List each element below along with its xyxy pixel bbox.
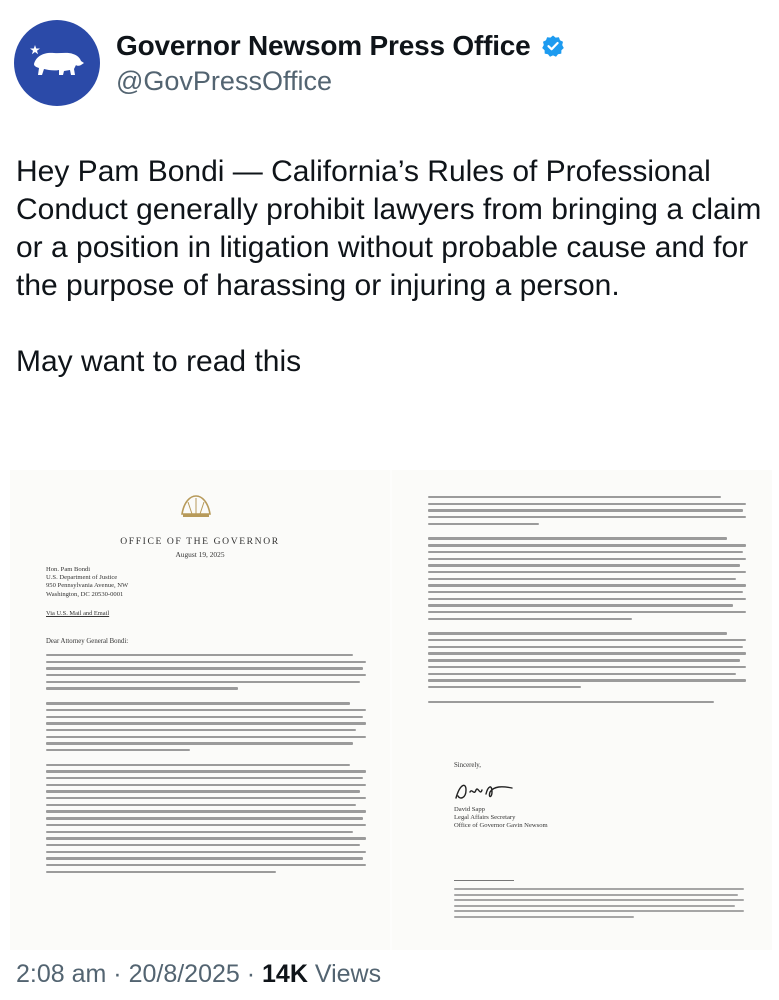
address-line: Washington, DC 20530-0001 xyxy=(46,590,124,598)
signer-line: Legal Affairs Secretary xyxy=(454,814,516,821)
state-seal-icon xyxy=(178,488,214,524)
footnote-text xyxy=(454,888,744,921)
office-heading: OFFICE OF THE GOVERNOR xyxy=(120,536,280,547)
display-name[interactable]: Governor Newsom Press Office xyxy=(116,30,531,61)
meta-separator: · xyxy=(113,960,122,988)
letter-page-2 xyxy=(392,470,772,950)
avatar[interactable] xyxy=(14,20,100,106)
name-row xyxy=(116,30,565,62)
letter-body-text xyxy=(46,654,366,877)
tweet-paragraph: Hey Pam Bondi — California’s Rules of Professional Conduct generally prohibit lawyers from bringing a claim or a position in litigation without probable cause and for the purpose of harassing or injuring a person. xyxy=(16,155,762,302)
letter-date: August 19, 2025 xyxy=(175,550,225,559)
recipient-address xyxy=(46,566,128,599)
handle[interactable]: @GovPressOffice xyxy=(116,66,332,96)
delivery-method: Via U.S. Mail and Email xyxy=(46,610,110,617)
letter-page-1 xyxy=(10,470,390,950)
verified-badge-icon xyxy=(541,34,565,58)
signer-line: Office of Governor Gavin Newsom xyxy=(454,822,548,829)
attached-letter-image[interactable] xyxy=(10,470,772,950)
handwritten-signature xyxy=(452,778,522,804)
california-bear-icon xyxy=(28,42,86,82)
tweet-text xyxy=(16,153,766,381)
signer-block xyxy=(454,806,548,830)
tweet-meta xyxy=(16,960,381,989)
meta-separator: · xyxy=(246,960,256,988)
post-date[interactable]: 20/8/2025 xyxy=(128,960,240,988)
post-time[interactable]: 2:08 am xyxy=(16,960,107,988)
views-count: 14K xyxy=(262,960,308,988)
views-label: Views xyxy=(314,960,382,988)
address-line: Hon. Pam Bondi xyxy=(46,566,91,573)
address-line: U.S. Department of Justice xyxy=(46,574,118,582)
tweet-paragraph: May want to read this xyxy=(16,345,302,378)
closing: Sincerely, xyxy=(454,762,481,769)
letter-body-text xyxy=(428,496,746,707)
address-line: 950 Pennsylvania Avenue, NW xyxy=(46,582,129,590)
footnote-divider xyxy=(454,880,514,881)
salutation: Dear Attorney General Bondi: xyxy=(46,638,129,645)
signer-line: David Sapp xyxy=(454,806,485,813)
